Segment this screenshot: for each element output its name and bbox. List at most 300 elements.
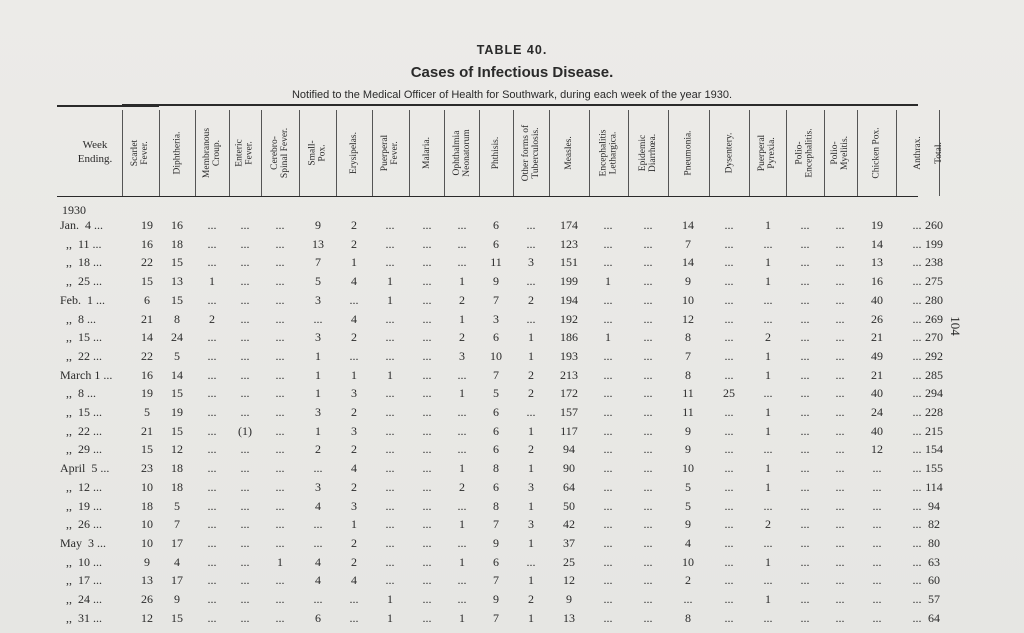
column-header-label: Polio- Encephalitis. — [795, 128, 815, 178]
table-cell: 18 — [171, 461, 183, 476]
table-cell: 2 — [765, 517, 771, 532]
table-cell: ... — [912, 517, 922, 532]
column-header — [122, 112, 159, 194]
table-cell: 14 — [682, 255, 694, 270]
table-cell: ... — [422, 517, 432, 532]
table-cell: 1 — [765, 554, 771, 569]
table-cell: ... — [385, 442, 395, 457]
table-cell: 3 — [351, 423, 357, 438]
table-cell: 4 — [174, 554, 180, 569]
table-cell: ... — [800, 386, 810, 401]
table-row — [0, 237, 1024, 253]
table-cell: ... — [275, 311, 285, 326]
table-cell: 9 — [493, 535, 499, 550]
table-cell: ... — [422, 292, 432, 307]
table-cell: 24 — [171, 330, 183, 345]
table-cell: ... — [603, 442, 613, 457]
table-row — [0, 330, 1024, 346]
table-cell: ... — [912, 535, 922, 550]
table-cell: ... — [275, 479, 285, 494]
table-cell: 2 — [351, 236, 357, 251]
table-cell: 25 — [723, 386, 735, 401]
column-header — [857, 112, 896, 194]
table-cell: 280 — [925, 292, 943, 307]
table-cell: ... — [422, 348, 432, 363]
table-cell: ... — [912, 554, 922, 569]
table-cell: ... — [457, 255, 467, 270]
table-cell: 1 — [387, 292, 393, 307]
table-cell: 117 — [560, 423, 578, 438]
table-cell: ... — [207, 348, 217, 363]
table-cell: ... — [207, 218, 217, 232]
table-cell: ... — [800, 610, 810, 625]
table-cell: 42 — [563, 517, 575, 532]
table-cell: 199 — [560, 274, 578, 289]
column-header-label: Pneumonia. — [683, 130, 694, 176]
table-cell: 2 — [315, 442, 321, 457]
table-cell: ... — [643, 311, 653, 326]
table-row — [0, 274, 1024, 290]
table-cell: 40 — [871, 292, 883, 307]
table-cell: 80 — [928, 535, 940, 550]
table-cell: ... — [275, 573, 285, 588]
table-cell: 18 — [141, 498, 153, 513]
table-cell: ... — [643, 255, 653, 270]
table-cell: 1 — [459, 554, 465, 569]
table-cell: 1 — [765, 218, 771, 232]
table-cell: ... — [240, 405, 250, 419]
table-cell: ... — [275, 367, 285, 382]
table-cell: 19 — [171, 405, 183, 419]
column-header-label: Membranous Croup. — [202, 127, 223, 179]
table-cell: 5 — [493, 386, 499, 401]
table-cell: 13 — [141, 573, 153, 588]
table-cell: 17 — [171, 535, 183, 550]
table-cell: ... — [207, 367, 217, 382]
table-cell: 14 — [682, 218, 694, 232]
table-cell: 2 — [351, 535, 357, 550]
table-cell: ... — [207, 255, 217, 270]
table-cell: 9 — [493, 274, 499, 289]
table-cell: ... — [422, 330, 432, 345]
table-cell: 14 — [871, 236, 883, 251]
table-cell: ... — [457, 405, 467, 419]
table-cell: 2 — [351, 405, 357, 419]
table-cell: 1 — [351, 255, 357, 270]
table-row — [0, 386, 1024, 402]
column-header — [549, 112, 589, 194]
table-cell: 5 — [315, 274, 321, 289]
table-cell: ... — [207, 236, 217, 251]
table-cell: ... — [275, 535, 285, 550]
table-cell: 123 — [560, 236, 578, 251]
table-cell: 18 — [171, 236, 183, 251]
table-cell: ... — [872, 554, 882, 569]
table-cell: ... — [835, 292, 845, 307]
table-cell: 94 — [928, 498, 940, 513]
table-cell: 2 — [685, 573, 691, 588]
table-cell: ... — [422, 535, 432, 550]
table-cell: 1 — [387, 274, 393, 289]
table-cell: 3 — [528, 479, 534, 494]
table-cell: ... — [724, 442, 734, 457]
week-ending-label: ,, 18 ... — [60, 255, 102, 270]
table-cell: ... — [603, 479, 613, 494]
week-ending-label: Jan. 4 ... — [60, 218, 103, 232]
table-cell: ... — [385, 461, 395, 476]
table-cell: ... — [385, 554, 395, 569]
table-cell: 1 — [765, 461, 771, 476]
column-header-label: Ophthalmia Neonatorum — [451, 129, 472, 177]
table-cell: 186 — [560, 330, 578, 345]
table-cell: ... — [800, 348, 810, 363]
table-cell: ... — [422, 442, 432, 457]
column-header-label: Small- Pox. — [307, 140, 328, 166]
table-cell: 2 — [765, 330, 771, 345]
table-cell: ... — [724, 461, 734, 476]
table-cell: 12 — [871, 442, 883, 457]
table-cell: 151 — [560, 255, 578, 270]
table-cell: 2 — [528, 442, 534, 457]
table-cell: 3 — [315, 330, 321, 345]
table-cell: ... — [422, 274, 432, 289]
table-cell: 4 — [685, 535, 691, 550]
week-ending-label: ,, 29 ... — [60, 442, 102, 457]
table-cell: 5 — [174, 498, 180, 513]
table-cell: 18 — [171, 479, 183, 494]
table-cell: 1 — [277, 554, 283, 569]
column-header-label: Encephalitis Lethargica. — [598, 129, 619, 177]
table-cell: 90 — [563, 461, 575, 476]
table-cell: ... — [835, 348, 845, 363]
table-cell: ... — [603, 554, 613, 569]
table-cell: 4 — [351, 461, 357, 476]
table-cell: 37 — [563, 535, 575, 550]
table-cell: 172 — [560, 386, 578, 401]
table-number: TABLE 40. — [476, 43, 548, 57]
table-cell: ... — [724, 367, 734, 382]
column-header-label: Epidemic Diarrhœa. — [638, 133, 658, 173]
table-cell: 6 — [144, 292, 150, 307]
table-cell: 4 — [315, 573, 321, 588]
table-cell: ... — [240, 236, 250, 251]
table-row — [0, 461, 1024, 477]
table-cell: 10 — [682, 554, 694, 569]
table-cell: ... — [643, 405, 653, 419]
table-cell: ... — [643, 442, 653, 457]
table-cell: ... — [800, 292, 810, 307]
table-cell: ... — [385, 423, 395, 438]
table-cell: ... — [603, 386, 613, 401]
table-cell: ... — [643, 479, 653, 494]
table-cell: 1 — [351, 517, 357, 532]
table-cell: 6 — [493, 442, 499, 457]
table-cell: 1 — [459, 610, 465, 625]
table-cell: ... — [603, 423, 613, 438]
table-cell: 1 — [459, 386, 465, 401]
table-cell: ... — [207, 423, 217, 438]
table-cell: ... — [872, 461, 882, 476]
table-cell: 6 — [493, 218, 499, 232]
table-cell: 40 — [871, 423, 883, 438]
table-cell: 5 — [174, 348, 180, 363]
table-cell: ... — [835, 573, 845, 588]
week-ending-label: March 1 ... — [60, 367, 113, 382]
week-ending-label: May 3 ... — [60, 535, 106, 550]
table-cell: ... — [643, 517, 653, 532]
table-cell: ... — [800, 498, 810, 513]
table-cell: ... — [643, 573, 653, 588]
table-row — [0, 405, 1024, 421]
table-cell: ... — [275, 517, 285, 532]
column-header — [261, 112, 299, 194]
table-cell: 10 — [141, 517, 153, 532]
table-cell: ... — [207, 573, 217, 588]
table-cell: ... — [763, 442, 773, 457]
table-cell: 1 — [528, 330, 534, 345]
table-cell: ... — [643, 218, 653, 232]
table-cell: 285 — [925, 367, 943, 382]
table-row — [0, 517, 1024, 533]
week-ending-label: ,, 31 ... — [60, 610, 102, 625]
table-row — [0, 368, 1024, 384]
table-cell: ... — [240, 442, 250, 457]
table-cell: 2 — [351, 554, 357, 569]
week-ending-label: ,, 17 ... — [60, 573, 102, 588]
column-header — [479, 112, 513, 194]
table-row — [0, 442, 1024, 458]
table-cell: ... — [724, 255, 734, 270]
column-header-label: Diphtheria. — [172, 131, 183, 175]
table-cell: ... — [526, 274, 536, 289]
table-cell: 6 — [493, 405, 499, 419]
table-cell: 3 — [315, 292, 321, 307]
table-cell: ... — [643, 386, 653, 401]
table-cell: ... — [643, 498, 653, 513]
table-cell: ... — [763, 610, 773, 625]
table-cell: 238 — [925, 255, 943, 270]
table-cell: ... — [275, 461, 285, 476]
table-cell: ... — [724, 348, 734, 363]
table-cell: 13 — [171, 274, 183, 289]
table-row — [0, 573, 1024, 589]
table-cell: ... — [800, 592, 810, 606]
table-cell: 9 — [566, 592, 572, 606]
table-cell: ... — [912, 573, 922, 588]
table-cell: ... — [457, 573, 467, 588]
table-row — [0, 536, 1024, 552]
week-ending-label: ,, 12 ... — [60, 479, 102, 494]
table-cell: ... — [603, 292, 613, 307]
table-cell: 8 — [685, 367, 691, 382]
table-cell: 19 — [141, 386, 153, 401]
table-cell: 14 — [141, 330, 153, 345]
table-cell: 8 — [493, 498, 499, 513]
table-cell: 13 — [563, 610, 575, 625]
table-cell: ... — [643, 554, 653, 569]
table-cell: 11 — [682, 405, 694, 419]
table-cell: 1 — [387, 592, 393, 606]
table-cell: 275 — [925, 274, 943, 289]
table-cell: 7 — [493, 517, 499, 532]
table-cell: ... — [643, 461, 653, 476]
column-header-label: Puerperal Pyrexia. — [757, 134, 778, 172]
table-cell: ... — [643, 236, 653, 251]
table-cell: ... — [835, 461, 845, 476]
table-cell: ... — [912, 610, 922, 625]
table-cell: ... — [422, 498, 432, 513]
table-cell: ... — [240, 535, 250, 550]
table-cell: 2 — [351, 442, 357, 457]
table-cell: 5 — [685, 498, 691, 513]
table-cell: ... — [240, 348, 250, 363]
column-header — [709, 112, 749, 194]
table-cell: 3 — [351, 498, 357, 513]
table-cell: ... — [643, 535, 653, 550]
table-cell: ... — [313, 535, 323, 550]
table-cell: ... — [912, 348, 922, 363]
table-cell: ... — [912, 405, 922, 419]
table-cell: ... — [526, 236, 536, 251]
table-cell: 21 — [141, 423, 153, 438]
column-header — [824, 112, 857, 194]
table-cell: 1 — [765, 255, 771, 270]
table-cell: ... — [207, 461, 217, 476]
table-cell: ... — [275, 498, 285, 513]
week-ending-label: Feb. 1 ... — [60, 292, 105, 307]
table-cell: ... — [912, 236, 922, 251]
table-cell: ... — [763, 386, 773, 401]
table-cell: 15 — [141, 442, 153, 457]
table-cell: 19 — [141, 218, 153, 232]
table-cell: ... — [872, 610, 882, 625]
table-cell: ... — [207, 330, 217, 345]
table-cell: ... — [912, 386, 922, 401]
table-cell: ... — [603, 573, 613, 588]
table-cell: ... — [275, 236, 285, 251]
table-cell: 1 — [765, 274, 771, 289]
table-cell: 17 — [171, 573, 183, 588]
table-cell: 1 — [528, 348, 534, 363]
table-cell: 3 — [315, 405, 321, 419]
table-cell: ... — [643, 292, 653, 307]
table-cell: 11 — [682, 386, 694, 401]
table-cell: ... — [912, 423, 922, 438]
table-cell: 16 — [171, 218, 183, 232]
table-cell: ... — [800, 311, 810, 326]
table-cell: 1 — [765, 592, 771, 606]
column-header-label: Phthisis. — [490, 136, 501, 170]
table-cell: 193 — [560, 348, 578, 363]
table-cell: ... — [313, 592, 323, 606]
table-cell: ... — [275, 610, 285, 625]
table-cell: ... — [240, 592, 250, 606]
column-header — [229, 112, 261, 194]
table-cell: ... — [240, 517, 250, 532]
column-header-label: Polio- Myelitis. — [830, 135, 851, 171]
table-cell: 1 — [528, 573, 534, 588]
table-cell: 6 — [493, 236, 499, 251]
table-cell: 1 — [315, 423, 321, 438]
table-cell: ... — [422, 554, 432, 569]
table-cell: ... — [724, 423, 734, 438]
column-header-label: Scarlet Fever. — [130, 139, 151, 167]
table-cell: ... — [240, 274, 250, 289]
table-cell: 6 — [493, 423, 499, 438]
table-cell: 1 — [459, 311, 465, 326]
table-cell: ... — [240, 330, 250, 345]
table-cell: 4 — [351, 311, 357, 326]
table-cell: 22 — [141, 348, 153, 363]
table-cell: ... — [724, 330, 734, 345]
table-cell: ... — [835, 442, 845, 457]
table-cell: 10 — [141, 479, 153, 494]
table-cell: 2 — [351, 479, 357, 494]
table-cell: ... — [275, 292, 285, 307]
column-header-label: Other forms of Tuberculosis. — [521, 124, 541, 182]
table-cell: ... — [275, 255, 285, 270]
table-cell: 1 — [528, 461, 534, 476]
table-cell: 24 — [871, 405, 883, 419]
page-subtitle: Notified to the Medical Officer of Health for Southwark, during each week of the year 1930. — [291, 89, 733, 101]
table-cell: 64 — [928, 610, 940, 625]
table-cell: ... — [724, 218, 734, 232]
table-cell: ... — [683, 592, 693, 606]
table-cell: ... — [275, 218, 285, 232]
table-cell: 22 — [141, 255, 153, 270]
table-cell: ... — [912, 461, 922, 476]
table-cell: ... — [800, 535, 810, 550]
table-cell: ... — [763, 292, 773, 307]
table-cell: 215 — [925, 423, 943, 438]
table-cell: ... — [385, 218, 395, 232]
table-cell: ... — [800, 274, 810, 289]
table-cell: 1 — [209, 274, 215, 289]
column-header — [195, 112, 229, 194]
table-cell: ... — [349, 292, 359, 307]
table-cell: 9 — [174, 592, 180, 606]
table-cell: 12 — [682, 311, 694, 326]
column-header-label: Cerebro- Spinal Fever. — [270, 127, 291, 179]
table-cell: ... — [912, 292, 922, 307]
table-cell: 260 — [925, 218, 943, 232]
column-header — [336, 112, 372, 194]
table-row — [0, 499, 1024, 515]
table-cell: 94 — [563, 442, 575, 457]
table-cell: 1 — [765, 367, 771, 382]
table-cell: 1 — [459, 461, 465, 476]
table-cell: 49 — [871, 348, 883, 363]
table-cell: ... — [724, 573, 734, 588]
table-cell: 63 — [928, 554, 940, 569]
table-cell: ... — [422, 610, 432, 625]
table-cell: ... — [835, 311, 845, 326]
table-cell: ... — [422, 423, 432, 438]
table-cell: ... — [763, 573, 773, 588]
table-cell: ... — [207, 442, 217, 457]
table-cell: ... — [643, 330, 653, 345]
table-cell: 4 — [351, 274, 357, 289]
table-cell: ... — [275, 386, 285, 401]
table-cell: ... — [835, 535, 845, 550]
table-cell: ... — [313, 311, 323, 326]
table-cell: 2 — [209, 311, 215, 326]
table-cell: ... — [603, 592, 613, 606]
column-header-label: Measles. — [563, 136, 574, 170]
column-header-label: Total. — [934, 142, 945, 164]
table-cell: 7 — [493, 292, 499, 307]
table-cell: ... — [526, 311, 536, 326]
